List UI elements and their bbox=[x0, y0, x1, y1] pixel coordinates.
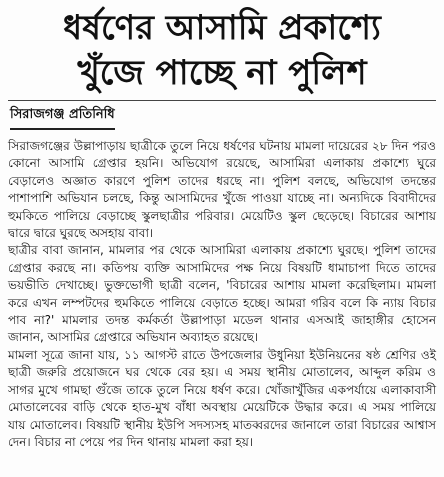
paragraph-2: ছাত্রীর বাবা জানান, মামলার পর থেকে আসামিরা এলাকায় প্রকাশ্যে ঘুরছে। পুলিশ তাদের গ্রেপ্তার করছে না। কতিপয় ব্যক্তি আসামিদের পক্ষ নিয়ে বিষয়টি ধামাচাপা দিতে তাদের ভয়ভীতি দেখাচ্ছে। ভুক্তভোগী ছাত্রী বলেন, 'বিচারের আশায় মামলা করেছিলাম। মামলা করে এখন লম্পটদের হুমকিতে পালিয়ে বেড়াতে হচ্ছে। আমরা গরিব বলে কি ন্যায় বিচার পাব না?' মামলার তদন্ত কর্মকর্তা উল্লাপাড়া মডেল থানার এসআই জাহাঙ্গীর হোসেন জানান, আসামির গ্রেপ্তারে অভিযান অব্যাহত রয়েছে। bbox=[8, 243, 436, 345]
byline: সিরাজগঞ্জ প্রতিনিধি bbox=[10, 105, 115, 130]
headline-line-2: খুঁজে পাচ্ছে না পুলিশ bbox=[77, 53, 367, 93]
headline-line-1: ধর্ষণের আসামি প্রকাশ্যে bbox=[63, 8, 381, 48]
headline-divider bbox=[8, 100, 436, 101]
paragraph-3: মামলা সূত্রে জানা যায়, ১১ আগস্ট রাতে উপজেলার উধুনিয়া ইউনিয়নের ষষ্ঠ শ্রেণির ওই ছাত্রী জরুরি প্রয়োজনে ঘর থেকে বের হয়। এ সময় স্থানীয় মোতালেব, আব্দুল করিম ও সাগর মুখে গামছা গুঁজে তাকে তুলে নিয়ে ধর্ষণ করে। খোঁজাখুঁজির একপর্যায়ে এলাকাবাসী মোতালেবের বাড়ি থেকে হাত-মুখ বাঁধা অবস্থায় মেয়েটিকে উদ্ধার করে। এ সময় পালিয়ে যায় মোতালেব। বিষয়টি স্থানীয় ইউপি সদস্যসহ মাতব্বরদের জানালে তারা বিচারের আশ্বাস দেন। বিচার না পেয়ে পর দিন থানায় মামলা করা হয়। bbox=[8, 347, 436, 449]
paragraph-1: সিরাজগঞ্জের উল্লাপাড়ায় ছাত্রীকে তুলে নিয়ে ধর্ষণের ঘটনায় মামলা দায়েরের ২৮ দিন পরও কোনো আসামি গ্রেপ্তার হয়নি। অভিযোগ রয়েছে, আসামিরা এলাকায় প্রকাশ্যে ঘুরে বেড়ালেও অজ্ঞাত কারণে পুলিশ তাদের ধরছে না। পুলিশ বলছে, অভিযোগ তদন্তের পাশাপাশি অভিযান চলছে, কিন্তু আসামিদের খুঁজে পাওয়া যাচ্ছে না। অন্যদিকে বিবাদীদের হুমকিতে পালিয়ে বেড়াচ্ছে স্কুলছাত্রীর পরিবার। মেয়েটিও স্কুল ছেড়েছে। বিচারের আশায় দ্বারে দ্বারে ঘুরছে অসহায় বাবা। bbox=[8, 139, 436, 241]
article-body bbox=[0, 130, 444, 451]
headline bbox=[0, 0, 444, 96]
